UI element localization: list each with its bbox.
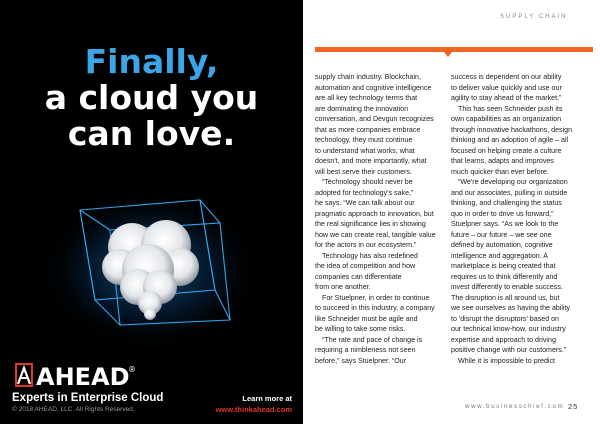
article-line: be willing to take some risks. bbox=[315, 325, 406, 333]
article-line: through innovative hackathons, design bbox=[451, 125, 573, 134]
article-line: our technical know-how, our industry bbox=[451, 325, 566, 333]
article-line: like Schneider must be agile and bbox=[315, 314, 418, 323]
article-line: from one another. bbox=[315, 283, 371, 291]
article-line: doesn't, and more importantly, what bbox=[315, 157, 427, 165]
article-line: he says. “We can talk about our bbox=[315, 199, 415, 207]
article-line: defined by automation, cognitive bbox=[451, 241, 553, 249]
article-line: technology, they must continue bbox=[315, 136, 413, 144]
article-line: While it is impossible to predict bbox=[458, 356, 555, 365]
article-line: quo in order to drive us forward,” bbox=[451, 209, 554, 218]
article-line: for the actors in our ecosystem.” bbox=[315, 241, 417, 249]
article-line: expertise and approach to driving bbox=[451, 335, 556, 344]
article-line: success is dependent on our ability bbox=[451, 73, 562, 81]
article-line: Stuelpner says. “As we look to the bbox=[451, 220, 559, 228]
article-line: we see ourselves as having the ability bbox=[451, 304, 571, 312]
ad-url-link[interactable]: www.thinkahead.com bbox=[215, 405, 292, 414]
article-line: automation and cognitive intelligence bbox=[315, 83, 432, 92]
article-line: and our associates, pulling in outside bbox=[451, 188, 568, 197]
footer-url: www.businesschief.com bbox=[465, 403, 565, 410]
article-line: focused on helping create a culture bbox=[451, 146, 562, 155]
headline-line-2: a cloud you bbox=[44, 78, 259, 117]
registered-mark: ® bbox=[128, 365, 136, 374]
article-line: are dominating the innovation bbox=[315, 104, 409, 113]
heart-cloud-cube-image bbox=[40, 175, 260, 350]
article-line: to succeed in this industry, a company bbox=[315, 304, 435, 312]
learn-more-label: Learn more at bbox=[242, 394, 292, 403]
article-line: the idea of competition and how bbox=[315, 262, 416, 270]
article-line: that learns, adapts and improves bbox=[451, 157, 554, 165]
article-line: intelligence and aggregation. A bbox=[451, 251, 549, 260]
ad-headline bbox=[0, 44, 303, 152]
ahead-wordmark: AHEAD bbox=[36, 363, 130, 390]
section-label: SUPPLY CHAIN bbox=[500, 14, 568, 20]
ad-tagline: Experts in Enterprise Cloud bbox=[12, 392, 164, 404]
article-line: requiring a nimbleness not seen bbox=[315, 346, 416, 354]
article-line: are all key technology terms that bbox=[315, 94, 418, 102]
page-number: 25 bbox=[568, 402, 579, 411]
article-line: will best serve their customers. bbox=[315, 167, 412, 176]
article-line: positive change with our customers.” bbox=[451, 346, 567, 354]
article-line: the real significance lies in showing bbox=[315, 220, 426, 228]
ahead-logo bbox=[12, 360, 152, 395]
article-line: to understand what works, what bbox=[315, 146, 415, 155]
article-line: much quicker than ever before. bbox=[451, 167, 549, 176]
article-line: pragmatic approach to innovation, but bbox=[315, 209, 434, 218]
article-line: The disruption is all around us, but bbox=[451, 293, 560, 302]
article-line: “We're developing our organization bbox=[458, 178, 568, 186]
article-line: This has seen Schneider push its bbox=[458, 104, 563, 113]
article-line: that as more companies embrace bbox=[315, 125, 421, 134]
article-column-1 bbox=[315, 72, 448, 366]
orange-rule-notch bbox=[444, 52, 452, 57]
article-line: companies can differentiate bbox=[315, 272, 402, 281]
article-line: own capabilities as an organization bbox=[451, 115, 562, 123]
article-line: to deliver value quickly and use our bbox=[451, 83, 562, 92]
article-line: adopted for technology's sake,” bbox=[315, 188, 414, 197]
article-line: requires us to think differently and bbox=[451, 272, 558, 281]
article-column-2 bbox=[451, 72, 594, 366]
headline-line-1: Finally, bbox=[84, 42, 219, 81]
article-line: For Stuelpner, in order to continue bbox=[322, 293, 430, 302]
article-line: conversation, and Devgun recognizes bbox=[315, 115, 434, 123]
article-line: before,” says Stuelpner. “Our bbox=[315, 356, 407, 365]
article-line: marketplace is being created that bbox=[451, 262, 556, 270]
article-line: how we can create real, tangible value bbox=[315, 230, 436, 239]
headline-line-3: can love. bbox=[67, 114, 236, 153]
ad-copyright: © 2018 AHEAD, LLC. All Rights Reserved. bbox=[12, 406, 135, 413]
article-line: “The rate and pace of change is bbox=[322, 335, 423, 344]
article-line: “Technology should never be bbox=[322, 178, 413, 186]
article-line: agility to stay ahead of the market.” bbox=[451, 94, 562, 102]
article-line: Technology has also redefined bbox=[322, 251, 418, 260]
article-line: thinking and an adoption of agile – all bbox=[451, 136, 569, 144]
article-line: supply chain industry. Blockchain, bbox=[315, 73, 421, 81]
article-line: invest differently to enable success. bbox=[451, 283, 563, 291]
article-line: thinking, and challenging the status bbox=[451, 199, 562, 207]
orange-rule bbox=[315, 47, 593, 52]
article-line: to 'disrupt the disruptors' based on bbox=[451, 314, 559, 323]
article-line: future – our future – we see one bbox=[451, 230, 552, 239]
